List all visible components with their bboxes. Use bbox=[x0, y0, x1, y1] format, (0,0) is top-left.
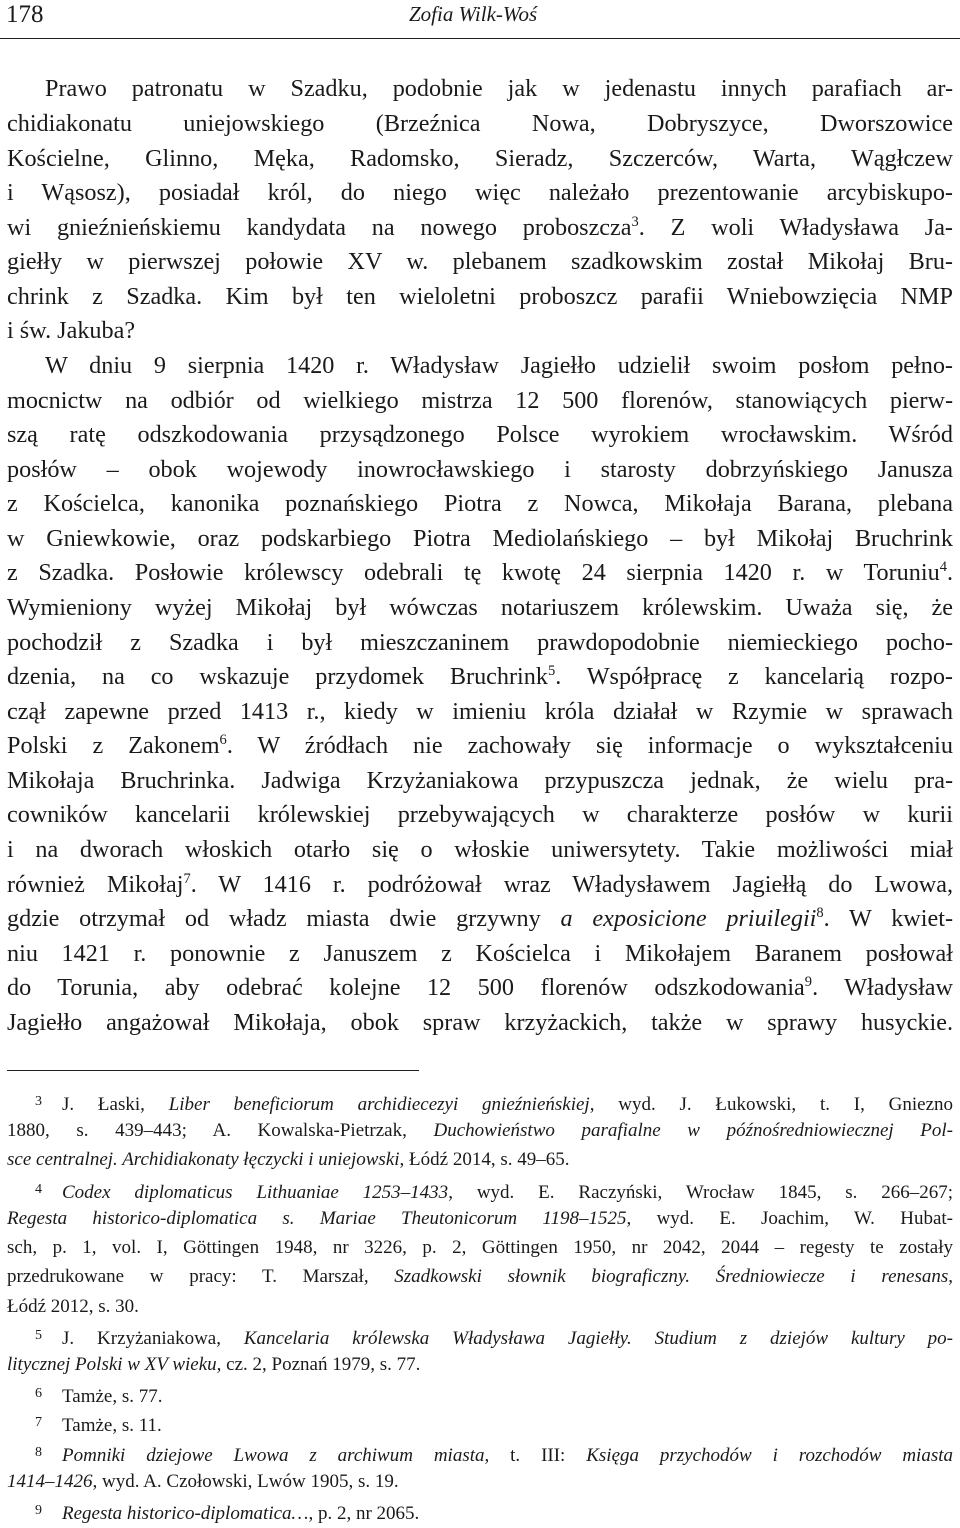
footnote-line: Regesta historico-diplomatica s. Mariae Theutonicorum 1198–1525, wyd. E. Joachim, W. Hubat- bbox=[7, 1208, 953, 1229]
text-line: gdzie otrzymał od władz miasta dwie grzywny a exposicione priuilegii$^8$. W kwiet- bbox=[7, 904, 954, 932]
text-line: do Torunia, aby odebrać kolejne 12 500 florenów odszkodowania$^9$. Władysław bbox=[7, 973, 954, 1001]
footnote-line: Łódź 2012, s. 30. bbox=[7, 1296, 139, 1317]
text-line: pochodził z Szadka i był mieszczaninem prawdopodobnie niemieckiego pocho- bbox=[7, 629, 953, 656]
text-line: szą ratę odszkodowania przysądzonego Polsce wyrokiem wrocławskim. Wśród bbox=[7, 421, 953, 448]
text-line: niu 1421 r. ponownie z Januszem z Kościelca i Mikołajem Baranem posłował bbox=[7, 940, 953, 967]
footnote-9: 9 Regesta historico-diplomatica…, p. 2, nr 2065. bbox=[35, 1503, 420, 1524]
text-line: wi gnieźnieńskiemu kandydata na nowego proboszcza$^3$. Z woli Władysława Ja- bbox=[7, 213, 953, 241]
text-line: cowników kancelarii królewskiej przebywających w charakterze posłów w kurii bbox=[7, 801, 953, 828]
text-line: w Gniewkowie, oraz podskarbiego Piotra Mediolańskiego – był Mikołaj Bruchrink bbox=[7, 525, 953, 552]
footnote-line: sch, p. 1, vol. I, Göttingen 1948, nr 3226, p. 2, Göttingen 1950, nr 2042, 2044 – regesty te zostały bbox=[7, 1237, 953, 1258]
text-line: z Szadka. Posłowie królewscy odebrali tę kwotę 24 sierpnia 1420 r. w Toruniu$^4$. bbox=[7, 558, 953, 586]
text-line: Wymieniony wyżej Mikołaj był wówczas notariuszem królewskim. Uważa się, że bbox=[7, 594, 953, 621]
footnote-line: 1414–1426, wyd. A. Czołowski, Lwów 1905, s. 19. bbox=[7, 1471, 399, 1492]
running-head: Zofia Wilk-Woś bbox=[409, 2, 538, 26]
text-line: i na dworach włoskich otarło się o włoskie uniwersytety. Takie możliwości miał bbox=[7, 836, 953, 863]
text-line: W dniu 9 sierpnia 1420 r. Władysław Jagiełło udzielił swoim posłom pełno- bbox=[45, 352, 953, 379]
footnote-3: 3 J. Łaski, Liber beneficiorum archidiecezyi gnieźnieńskiej, wyd. J. Łukowski, t. I, Gniezno bbox=[35, 1094, 954, 1115]
text-line: Polski z Zakonem$^6$. W źródłach nie zachowały się informacje o wykształceniu bbox=[7, 731, 953, 759]
text-line: chidiakonatu uniejowskiego (Brzeźnica Nowa, Dobryszyce, Dworszowice bbox=[7, 110, 953, 137]
footnote-ref: 8 bbox=[816, 904, 824, 921]
text-line: również Mikołaj$^7$. W 1416 r. podróżował wraz Władysławem Jagiełłą do Lwowa, bbox=[7, 870, 953, 898]
footnote-ref: 6 bbox=[219, 731, 227, 748]
footnote-ref: 7 bbox=[183, 870, 191, 887]
footnote-ref: 5 bbox=[547, 662, 556, 679]
footnote-line: litycznej Polski w XV wieku, cz. 2, Poznań 1979, s. 77. bbox=[7, 1354, 421, 1375]
footnote-6: 6 Tamże, s. 77. bbox=[35, 1386, 163, 1407]
footnote-ref: 3 bbox=[631, 213, 639, 230]
text-line: chrink z Szadka. Kim był ten wieloletni proboszcz parafii Wniebowzięcia NMP bbox=[7, 283, 953, 310]
footnote-ref: 9 bbox=[804, 973, 813, 990]
text-line: i Wąsosz), posiadał król, do niego więc należało prezentowanie arcybiskupo- bbox=[7, 179, 953, 206]
footnote-line: sce centralnej. Archidiakonaty łęczycki i uniejowski, Łódź 2014, s. 49–65. bbox=[7, 1149, 570, 1170]
text-line: czął zapewne przed 1413 r., kiedy w imieniu króla działał w Rzymie w sprawach bbox=[7, 698, 953, 725]
footnote-4: 4 Codex diplomaticus Lithuaniae 1253–1433, wyd. E. Raczyński, Wrocław 1845, s. 266–267; bbox=[35, 1182, 954, 1203]
text-line: Jagiełło angażował Mikołaja, obok spraw krzyżackich, także w sprawy husyckie. bbox=[7, 1009, 953, 1036]
text-line: giełły w pierwszej połowie XV w. plebanem szadkowskim został Mikołaj Bru- bbox=[7, 248, 953, 275]
text-line: mocnictw na odbiór od wielkiego mistrza 12 500 florenów, stanowiących pierw- bbox=[7, 387, 953, 414]
footnote-7: 7 Tamże, s. 11. bbox=[35, 1415, 162, 1436]
text-line: posłów – obok wojewody inowrocławskiego i starosty dobrzyńskiego Janusza bbox=[7, 456, 953, 483]
page-number: 178 bbox=[6, 1, 44, 28]
footnote-line: 1880, s. 439–443; A. Kowalska-Pietrzak, Duchowieństwo parafialne w późnośredniowiecznej Pol- bbox=[7, 1120, 954, 1141]
text-line: Mikołaja Bruchrinka. Jadwiga Krzyżaniakowa przypuszcza jednak, że wielu pra- bbox=[7, 767, 953, 794]
footnote-separator bbox=[7, 1070, 419, 1071]
footnote-8: 8 Pomniki dziejowe Lwowa z archiwum miasta, t. III: Księga przychodów i rozchodów miasta bbox=[35, 1445, 954, 1466]
page-header bbox=[0, 0, 960, 39]
text-line: z Kościelca, kanonika poznańskiego Piotra z Nowca, Mikołaja Barana, plebana bbox=[7, 490, 953, 517]
text-line: dzenia, na co wskazuje przydomek Bruchrink$^5$. Współpracę z kancelarią rozpo- bbox=[7, 662, 953, 690]
text-line: i św. Jakuba? bbox=[7, 317, 136, 344]
footnote-ref: 4 bbox=[939, 558, 947, 575]
text-line: Prawo patronatu w Szadku, podobnie jak w jedenastu innych parafiach ar- bbox=[45, 75, 953, 102]
footnote-5: 5 J. Krzyżaniakowa, Kancelaria królewska Władysława Jagiełły. Studium z dziejów kultury po- bbox=[35, 1328, 953, 1349]
footnote-line: przedrukowane w pracy: T. Marszał, Szadkowski słownik biograficzny. Średniowiecze i renesans, bbox=[7, 1266, 953, 1287]
text-line: Kościelne, Glinno, Męka, Radomsko, Sieradz, Szczerców, Warta, Wągłczew bbox=[7, 145, 953, 172]
